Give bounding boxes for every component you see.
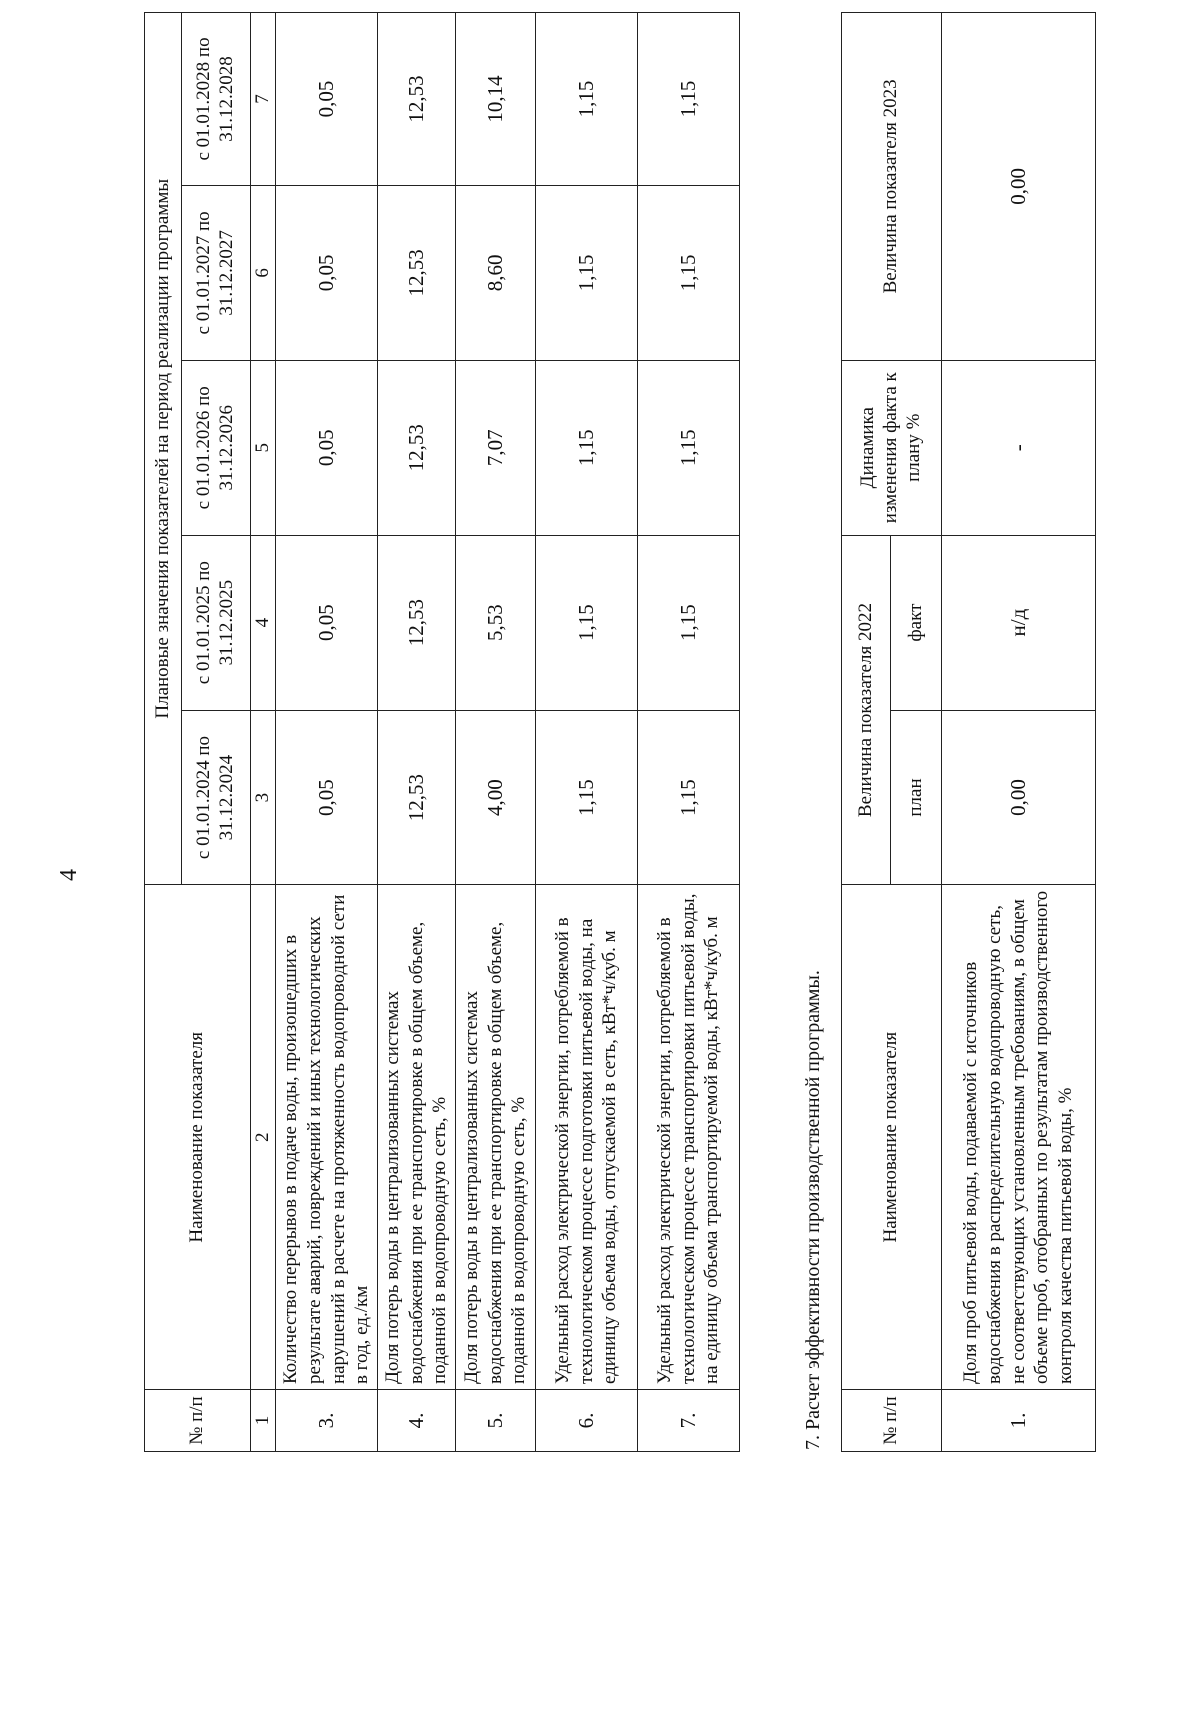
- period-header-2027: с 01.01.2027 по 31.12.2027: [182, 185, 251, 360]
- row-number: 6.: [536, 1390, 638, 1452]
- row-number: 4.: [378, 1390, 456, 1452]
- indicator-value: 0,05: [276, 13, 378, 186]
- indicator-value: 7,07: [456, 360, 536, 535]
- indicator-name: Количество перерывов в подаче воды, произошедших в результате аварий, повреждений и иных технологических нарушений в расчете на протяженность водопроводной сети в год, ед./км: [276, 885, 378, 1390]
- column-index: 3: [251, 710, 276, 885]
- value-2023: 0,00: [942, 13, 1096, 361]
- planned-indicators-table: [144, 12, 740, 1452]
- col-num-header: № п/п: [145, 1390, 251, 1452]
- period-header-2028: с 01.01.2028 по 31.12.2028: [182, 13, 251, 186]
- indicator-value: 1,15: [536, 535, 638, 710]
- indicator-value: 1,15: [536, 710, 638, 885]
- indicator-value: 1,15: [638, 13, 740, 186]
- indicator-value: 8,60: [456, 185, 536, 360]
- indicator-name: Удельный расход электрической энергии, потребляемой в технологическом процессе транспортировки питьевой воды, на единицу объема транспортируемой воды, кВт*ч/куб. м: [638, 885, 740, 1390]
- col-name-header: Наименование показателя: [145, 885, 251, 1390]
- section-7-title: 7. Расчет эффективности производственной программы.: [802, 970, 824, 1450]
- indicator-value: 0,05: [276, 710, 378, 885]
- indicator-value: 12,53: [378, 13, 456, 186]
- indicator-value: 1,15: [638, 185, 740, 360]
- period-header-2024: с 01.01.2024 по 31.12.2024: [182, 710, 251, 885]
- period-header-2026: с 01.01.2026 по 31.12.2026: [182, 360, 251, 535]
- row-number: 5.: [456, 1390, 536, 1452]
- column-index: 4: [251, 535, 276, 710]
- indicator-name: Доля потерь воды в централизованных системах водоснабжения при ее транспортировке в общем объеме, поданной в водопроводную сеть, %: [378, 885, 456, 1390]
- col-name-header: Наименование показателя: [842, 885, 942, 1390]
- value-2023-header: Величина показателя 2023: [842, 13, 942, 361]
- indicator-value: 12,53: [378, 710, 456, 885]
- column-index: 2: [251, 885, 276, 1390]
- row-number: 3.: [276, 1390, 378, 1452]
- indicator-value: 1,15: [638, 535, 740, 710]
- table-row: [456, 13, 536, 1452]
- period-header-2025: с 01.01.2025 по 31.12.2025: [182, 535, 251, 710]
- indicator-value: 5,53: [456, 535, 536, 710]
- page-number: 4: [56, 869, 82, 881]
- column-index-row: [251, 13, 276, 1452]
- indicator-name: Удельный расход электрической энергии, потребляемой в технологическом процессе подготовки питьевой воды, на единицу объема воды, отпускаемой в сеть, кВт*ч/куб. м: [536, 885, 638, 1390]
- indicator-value: 0,05: [276, 185, 378, 360]
- fact-value: н/д: [942, 535, 1096, 710]
- dynamics-header: Динамика изменения факта к плану %: [842, 360, 942, 535]
- fact-header: факт: [891, 535, 942, 710]
- table-header-row: [842, 13, 891, 1452]
- indicator-name: Доля проб питьевой воды, подаваемой с источников водоснабжения в распределительную водопроводную сеть, не соответствующих установленным требованиям, в общем объеме проб, отобранных по результатам производственного контроля качества питьевой воды, %: [942, 885, 1096, 1390]
- indicator-name: Доля потерь воды в централизованных системах водоснабжения при ее транспортировке в общем объеме, поданной в водопроводную сеть, %: [456, 885, 536, 1390]
- indicator-value: 4,00: [456, 710, 536, 885]
- indicator-value: 1,15: [536, 185, 638, 360]
- table-row: [536, 13, 638, 1452]
- col-num-header: № п/п: [842, 1390, 942, 1452]
- indicator-value: 1,15: [638, 360, 740, 535]
- indicator-value: 10,14: [456, 13, 536, 186]
- indicator-value: 1,15: [536, 13, 638, 186]
- table-header-row: [145, 13, 182, 1452]
- indicator-value: 0,05: [276, 535, 378, 710]
- dynamics-value: -: [942, 360, 1096, 535]
- value-2022-group-header: Величина показателя 2022: [842, 535, 891, 885]
- column-index: 5: [251, 360, 276, 535]
- table-row: [942, 13, 1096, 1452]
- indicator-value: 12,53: [378, 535, 456, 710]
- table-row: [276, 13, 378, 1452]
- column-index: 7: [251, 13, 276, 186]
- table-row: [638, 13, 740, 1452]
- indicator-value: 1,15: [536, 360, 638, 535]
- indicator-value: 12,53: [378, 185, 456, 360]
- row-number: 1.: [942, 1390, 1096, 1452]
- efficiency-table: [841, 12, 1096, 1452]
- indicator-value: 0,05: [276, 360, 378, 535]
- planned-values-group-header: Плановые значения показателей на период реализации программы: [145, 13, 182, 886]
- indicator-value: 12,53: [378, 360, 456, 535]
- table-row: [378, 13, 456, 1452]
- column-index: 1: [251, 1390, 276, 1452]
- indicator-value: 1,15: [638, 710, 740, 885]
- plan-value: 0,00: [942, 710, 1096, 885]
- row-number: 7.: [638, 1390, 740, 1452]
- plan-header: план: [891, 710, 942, 885]
- column-index: 6: [251, 185, 276, 360]
